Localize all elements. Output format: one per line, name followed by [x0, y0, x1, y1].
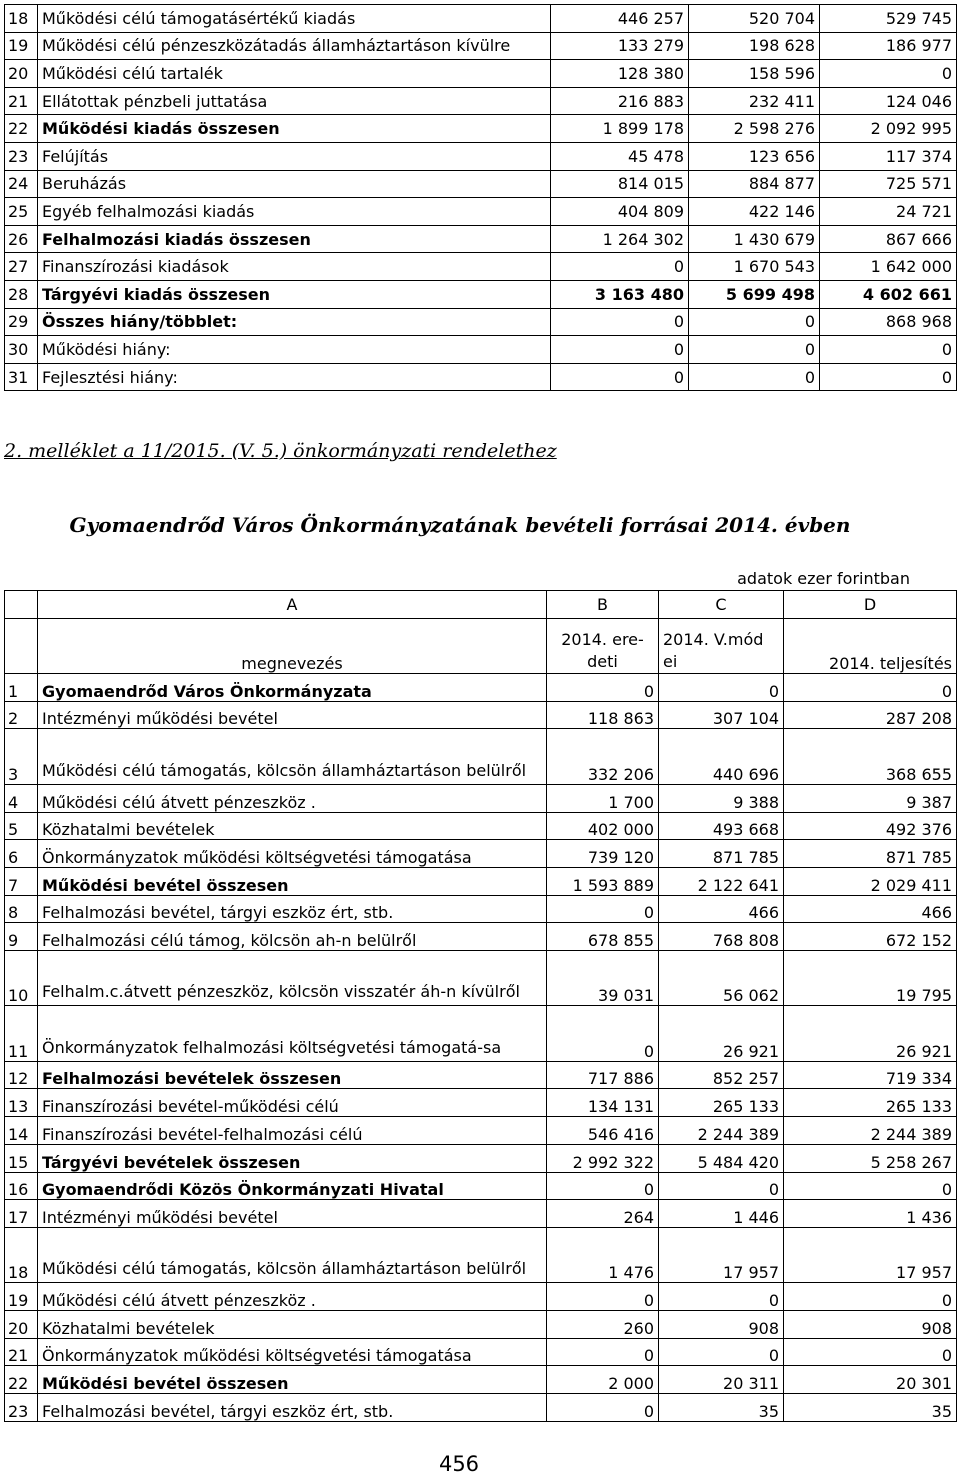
value-original: 404 809: [551, 198, 689, 226]
row-number: 3: [5, 729, 38, 784]
row-number: 22: [5, 115, 38, 143]
value-modified: 35: [659, 1394, 784, 1422]
value-modified: 2 598 276: [689, 115, 820, 143]
table-row: [5, 923, 957, 951]
revenue-table: [4, 590, 957, 1422]
row-number: 26: [5, 225, 38, 253]
value-modified: 5 699 498: [689, 280, 820, 308]
value-actual: 0: [820, 60, 957, 88]
value-original: 717 886: [547, 1061, 659, 1089]
column-letter-row: [5, 591, 957, 619]
value-actual: 871 785: [784, 840, 957, 868]
row-label: Önkormányzatok felhalmozási költségvetési támogatá-sa: [38, 1006, 547, 1061]
row-label: Felújítás: [38, 142, 551, 170]
value-actual: 672 152: [784, 923, 957, 951]
value-original: 0: [547, 1338, 659, 1366]
table-row: [5, 308, 957, 336]
col-letter-d: D: [784, 591, 957, 619]
value-original: 128 380: [551, 60, 689, 88]
row-label: Működési célú átvett pénzeszköz .: [38, 784, 547, 812]
value-modified: 0: [659, 1283, 784, 1311]
value-actual: 0: [820, 363, 957, 391]
row-number: 20: [5, 60, 38, 88]
table-row: [5, 1200, 957, 1228]
annex-caption: 2. melléklet a 11/2015. (V. 5.) önkormányzati rendelethez: [4, 440, 557, 462]
value-original: 402 000: [547, 812, 659, 840]
header-name: megnevezés: [38, 618, 547, 673]
table-row: [5, 1089, 957, 1117]
value-modified: 493 668: [659, 812, 784, 840]
value-modified: 123 656: [689, 142, 820, 170]
table-row: [5, 198, 957, 226]
row-label: Felhalmozási bevétel, tárgyi eszköz ért, stb.: [38, 895, 547, 923]
row-label: Felhalmozási kiadás összesen: [38, 225, 551, 253]
row-number: 18: [5, 1227, 38, 1282]
row-label: Finanszírozási bevétel-felhalmozási célú: [38, 1117, 547, 1145]
row-number: 9: [5, 923, 38, 951]
value-original: 446 257: [551, 5, 689, 33]
value-actual: 17 957: [784, 1227, 957, 1282]
row-label: Működési bevétel összesen: [38, 867, 547, 895]
row-label: Gyomaendrődi Közös Önkormányzati Hivatal: [38, 1172, 547, 1200]
table-row: [5, 1338, 957, 1366]
unit-note: adatok ezer forintban: [737, 569, 910, 588]
value-original: 1 700: [547, 784, 659, 812]
header-original: 2014. ere- deti: [547, 618, 659, 673]
value-original: 118 863: [547, 701, 659, 729]
row-number: 28: [5, 280, 38, 308]
row-label: Működési hiány:: [38, 336, 551, 364]
value-modified: 17 957: [659, 1227, 784, 1282]
table-row: [5, 253, 957, 281]
value-actual: 186 977: [820, 32, 957, 60]
value-original: 216 883: [551, 87, 689, 115]
value-actual: 368 655: [784, 729, 957, 784]
value-actual: 725 571: [820, 170, 957, 198]
value-modified: 852 257: [659, 1061, 784, 1089]
value-original: 133 279: [551, 32, 689, 60]
value-original: 0: [547, 1172, 659, 1200]
table-row: [5, 170, 957, 198]
value-original: 39 031: [547, 950, 659, 1005]
table-row: [5, 701, 957, 729]
table-row: [5, 1283, 957, 1311]
value-actual: 4 602 661: [820, 280, 957, 308]
row-number: 24: [5, 170, 38, 198]
value-original: 1 899 178: [551, 115, 689, 143]
table-row: [5, 812, 957, 840]
value-original: 0: [547, 895, 659, 923]
row-label: Közhatalmi bevételek: [38, 812, 547, 840]
value-modified: 466: [659, 895, 784, 923]
row-label: Tárgyévi kiadás összesen: [38, 280, 551, 308]
header-actual: 2014. teljesítés: [784, 618, 957, 673]
value-actual: 0: [820, 336, 957, 364]
value-actual: 20 301: [784, 1366, 957, 1394]
table-row: [5, 60, 957, 88]
value-original: 0: [551, 363, 689, 391]
value-original: 260: [547, 1310, 659, 1338]
row-number: 12: [5, 1061, 38, 1089]
value-actual: 0: [784, 1172, 957, 1200]
value-actual: 868 968: [820, 308, 957, 336]
value-modified: 768 808: [659, 923, 784, 951]
value-modified: 307 104: [659, 701, 784, 729]
value-actual: 908: [784, 1310, 957, 1338]
value-modified: 0: [689, 363, 820, 391]
table-row: [5, 895, 957, 923]
page-number: 456: [438, 1452, 480, 1476]
row-number: 30: [5, 336, 38, 364]
value-modified: 5 484 420: [659, 1144, 784, 1172]
row-label: Működési bevétel összesen: [38, 1366, 547, 1394]
row-label: Gyomaendrőd Város Önkormányzata: [38, 674, 547, 702]
row-label: Működési célú támogatásértékű kiadás: [38, 5, 551, 33]
row-label: Finanszírozási bevétel-működési célú: [38, 1089, 547, 1117]
value-actual: 719 334: [784, 1061, 957, 1089]
value-modified: 1 670 543: [689, 253, 820, 281]
value-modified: 0: [689, 336, 820, 364]
row-label: Egyéb felhalmozási kiadás: [38, 198, 551, 226]
col-letter-c: C: [659, 591, 784, 619]
value-modified: 884 877: [689, 170, 820, 198]
table-row: [5, 1366, 957, 1394]
value-modified: 422 146: [689, 198, 820, 226]
row-number: 25: [5, 198, 38, 226]
row-number: 23: [5, 142, 38, 170]
row-label: Felhalm.c.átvett pénzeszköz, kölcsön visszatér áh-n kívülről: [38, 950, 547, 1005]
value-original: 1 476: [547, 1227, 659, 1282]
row-number: 1: [5, 674, 38, 702]
table-row: [5, 225, 957, 253]
table-row: [5, 1394, 957, 1422]
value-modified: 440 696: [659, 729, 784, 784]
value-modified: 9 388: [659, 784, 784, 812]
row-number: 10: [5, 950, 38, 1005]
value-modified: 0: [659, 674, 784, 702]
value-actual: 867 666: [820, 225, 957, 253]
value-original: 1 593 889: [547, 867, 659, 895]
value-modified: 871 785: [659, 840, 784, 868]
value-original: 3 163 480: [551, 280, 689, 308]
value-original: 134 131: [547, 1089, 659, 1117]
value-modified: 26 921: [659, 1006, 784, 1061]
table-row: [5, 1117, 957, 1145]
value-actual: 466: [784, 895, 957, 923]
value-actual: 2 092 995: [820, 115, 957, 143]
value-modified: 908: [659, 1310, 784, 1338]
row-number: 29: [5, 308, 38, 336]
col-letter-a: A: [38, 591, 547, 619]
value-modified: 20 311: [659, 1366, 784, 1394]
row-number: 19: [5, 1283, 38, 1311]
value-actual: 1 642 000: [820, 253, 957, 281]
table-row: [5, 280, 957, 308]
row-number: 19: [5, 32, 38, 60]
table-row: [5, 1061, 957, 1089]
row-label: Működési célú támogatás, kölcsön államháztartáson belülről: [38, 729, 547, 784]
expenditure-table: [4, 4, 957, 391]
table-row: [5, 950, 957, 1005]
value-modified: 56 062: [659, 950, 784, 1005]
value-actual: 2 029 411: [784, 867, 957, 895]
value-actual: 26 921: [784, 1006, 957, 1061]
table-row: [5, 87, 957, 115]
value-modified: 1 446: [659, 1200, 784, 1228]
value-modified: 0: [659, 1338, 784, 1366]
row-label: Önkormányzatok működési költségvetési támogatása: [38, 1338, 547, 1366]
row-label: Felhalmozási célú támog, kölcsön ah-n belülről: [38, 923, 547, 951]
value-original: 0: [547, 1283, 659, 1311]
value-actual: 0: [784, 1338, 957, 1366]
value-actual: 0: [784, 1283, 957, 1311]
row-number: 7: [5, 867, 38, 895]
row-label: Közhatalmi bevételek: [38, 1310, 547, 1338]
row-number: 23: [5, 1394, 38, 1422]
row-label: Intézményi működési bevétel: [38, 1200, 547, 1228]
value-actual: 265 133: [784, 1089, 957, 1117]
value-original: 0: [547, 674, 659, 702]
column-header-row: [5, 618, 957, 673]
value-original: 739 120: [547, 840, 659, 868]
value-original: 814 015: [551, 170, 689, 198]
value-modified: 2 122 641: [659, 867, 784, 895]
row-label: Finanszírozási kiadások: [38, 253, 551, 281]
value-actual: 5 258 267: [784, 1144, 957, 1172]
table-row: [5, 142, 957, 170]
row-number: 15: [5, 1144, 38, 1172]
row-label: Működési célú támogatás, kölcsön államháztartáson belülről: [38, 1227, 547, 1282]
value-original: 0: [547, 1006, 659, 1061]
table-row: [5, 674, 957, 702]
value-modified: 198 628: [689, 32, 820, 60]
value-original: 2 000: [547, 1366, 659, 1394]
row-label: Önkormányzatok működési költségvetési támogatása: [38, 840, 547, 868]
row-label: Tárgyévi bevételek összesen: [38, 1144, 547, 1172]
value-original: 264: [547, 1200, 659, 1228]
value-original: 332 206: [547, 729, 659, 784]
value-modified: 520 704: [689, 5, 820, 33]
value-actual: 1 436: [784, 1200, 957, 1228]
table-row: [5, 1006, 957, 1061]
row-label: Fejlesztési hiány:: [38, 363, 551, 391]
row-number: 27: [5, 253, 38, 281]
value-modified: 1 430 679: [689, 225, 820, 253]
table-row: [5, 840, 957, 868]
row-number: 14: [5, 1117, 38, 1145]
row-number: 8: [5, 895, 38, 923]
value-actual: 287 208: [784, 701, 957, 729]
value-actual: 9 387: [784, 784, 957, 812]
value-actual: 35: [784, 1394, 957, 1422]
row-number: 2: [5, 701, 38, 729]
value-modified: 265 133: [659, 1089, 784, 1117]
row-number: 20: [5, 1310, 38, 1338]
value-actual: 529 745: [820, 5, 957, 33]
value-modified: 158 596: [689, 60, 820, 88]
value-modified: 232 411: [689, 87, 820, 115]
table-row: [5, 867, 957, 895]
value-actual: 492 376: [784, 812, 957, 840]
value-original: 546 416: [547, 1117, 659, 1145]
row-label: Beruházás: [38, 170, 551, 198]
value-actual: 0: [784, 674, 957, 702]
row-number: 17: [5, 1200, 38, 1228]
row-label: Működési célú átvett pénzeszköz .: [38, 1283, 547, 1311]
value-actual: 124 046: [820, 87, 957, 115]
value-actual: 19 795: [784, 950, 957, 1005]
row-number: 11: [5, 1006, 38, 1061]
value-original: 0: [551, 336, 689, 364]
table-row: [5, 729, 957, 784]
row-label: Ellátottak pénzbeli juttatása: [38, 87, 551, 115]
table-row: [5, 784, 957, 812]
header-modified: 2014. V.mód ei: [659, 618, 784, 673]
value-actual: 2 244 389: [784, 1117, 957, 1145]
table-row: [5, 32, 957, 60]
value-actual: 117 374: [820, 142, 957, 170]
table-row: [5, 1310, 957, 1338]
value-original: 1 264 302: [551, 225, 689, 253]
row-label: Összes hiány/többlet:: [38, 308, 551, 336]
row-label: Intézményi működési bevétel: [38, 701, 547, 729]
table-row: [5, 5, 957, 33]
row-label: Felhalmozási bevétel, tárgyi eszköz ért, stb.: [38, 1394, 547, 1422]
table-row: [5, 1227, 957, 1282]
table-row: [5, 363, 957, 391]
row-number: 18: [5, 5, 38, 33]
value-original: 0: [551, 253, 689, 281]
row-number: 21: [5, 1338, 38, 1366]
table-row: [5, 1144, 957, 1172]
row-label: Működési kiadás összesen: [38, 115, 551, 143]
table-row: [5, 1172, 957, 1200]
document-title: Gyomaendrőd Város Önkormányzatának bevételi forrásai 2014. évben: [69, 513, 851, 537]
row-number: 6: [5, 840, 38, 868]
row-number: 31: [5, 363, 38, 391]
value-original: 678 855: [547, 923, 659, 951]
row-label: Működési célú pénzeszközátadás államháztartáson kívülre: [38, 32, 551, 60]
row-number: 5: [5, 812, 38, 840]
table-row: [5, 115, 957, 143]
row-number: 16: [5, 1172, 38, 1200]
row-label: Felhalmozási bevételek összesen: [38, 1061, 547, 1089]
row-label: Működési célú tartalék: [38, 60, 551, 88]
value-actual: 24 721: [820, 198, 957, 226]
row-number: 13: [5, 1089, 38, 1117]
col-letter-b: B: [547, 591, 659, 619]
row-number: 4: [5, 784, 38, 812]
value-modified: 0: [689, 308, 820, 336]
value-original: 2 992 322: [547, 1144, 659, 1172]
value-original: 0: [547, 1394, 659, 1422]
value-modified: 0: [659, 1172, 784, 1200]
row-number: 22: [5, 1366, 38, 1394]
value-modified: 2 244 389: [659, 1117, 784, 1145]
row-number: 21: [5, 87, 38, 115]
value-original: 0: [551, 308, 689, 336]
table-row: [5, 336, 957, 364]
value-original: 45 478: [551, 142, 689, 170]
